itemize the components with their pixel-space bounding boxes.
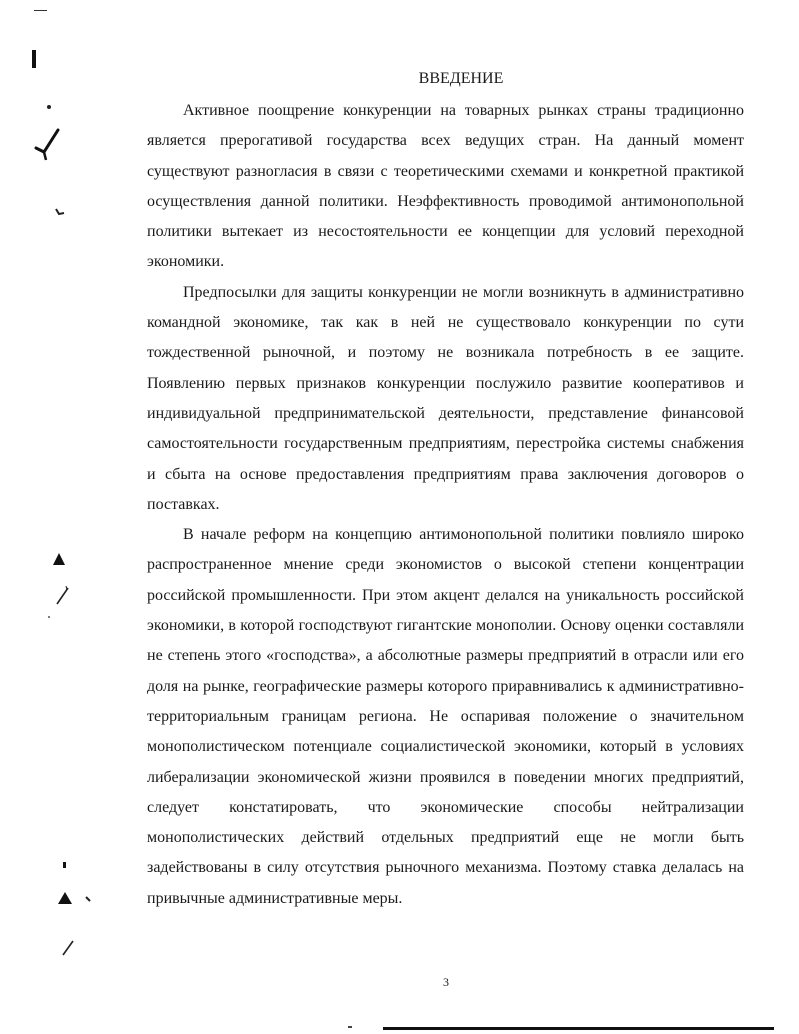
checkmark-icon — [32, 128, 62, 162]
paragraph-3: В начале реформ на концепцию антимонопольной политики повлияло широко распространенное мнение среди экономистов о высокой степени концентрации российской промышленности. При этом акцент делался на уникальность российской экономики, в которой господствуют гигантские монополии. Основу оценки составляли не степень этого «господства», а абсолютные размеры предприятий в отрасли или его доля на рынке, географические размеры которого приравнивались к административно-территориальным границам региона. Не оспаривая положение о значительном монополистическом потенциале социалистической экономики, который в условиях либерализации экономической жизни проявился в поведении многих предприятий, следует констатировать, что экономические способы нейтрализации монополистических действий отдельных предприятий еще не могли быть задействованы в силу отсутствия рыночного механизма. Поэтому ставка делалась на привычные административные меры. — [147, 526, 744, 907]
paragraph-2: Предпосылки для защиты конкуренции не могли возникнуть в административно командной экономике, так как в ней не существовало конкуренции по сути тождественной рыночной, и поэтому не возникала потребность в ее защите. Появлению первых признаков конкуренции послужило развитие кооперативов и индивидуальной предпринимательской деятельности, представление финансовой самостоятельности государственным предприятиям, перестройка системы снабжения и сбыта на основе предоставления предприятиям права заключения договоров о поставках. — [147, 283, 744, 513]
scan-mark-bar — [30, 48, 38, 70]
triangle-marker-icon — [52, 552, 66, 566]
scan-mark-tick — [54, 206, 66, 216]
page-number: 3 — [443, 975, 449, 989]
triangle-marker-icon — [56, 890, 96, 906]
scan-artifact-line — [34, 10, 47, 11]
scan-mark-slash — [60, 938, 76, 958]
scan-mark-slash — [54, 584, 70, 608]
scan-mark-speck — [46, 614, 52, 620]
scan-artifact-speck — [348, 1026, 352, 1028]
body-text — [147, 96, 744, 914]
scan-artifact-line — [383, 1027, 774, 1030]
scan-mark-dot — [46, 104, 52, 110]
page-title: ВВЕДЕНИЕ — [418, 70, 504, 87]
scan-mark-dot — [61, 860, 69, 874]
paragraph-1: Активное поощрение конкуренции на товарных рынках страны традиционно является прерогативой государства всех ведущих стран. На данный момент существуют разногласия в связи с теоретическими схемами и конкретной практикой осуществления данной политики. Неэффективность проводимой антимонопольной политики вытекает из несостоятельности ее концепции для условий переходной экономики. — [147, 102, 744, 271]
